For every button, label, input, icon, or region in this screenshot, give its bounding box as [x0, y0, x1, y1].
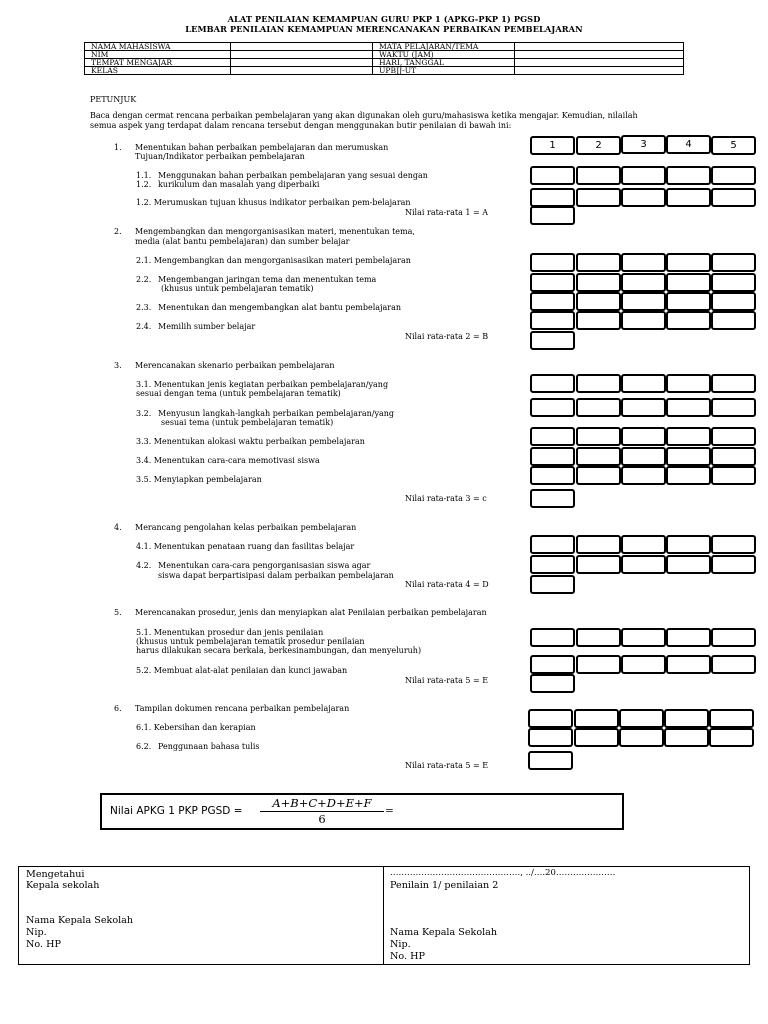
- score-box[interactable]: [711, 311, 756, 330]
- score-box[interactable]: [576, 311, 621, 330]
- score-box[interactable]: [576, 555, 621, 574]
- value-upbjj[interactable]: [515, 67, 684, 75]
- criterion-item: (khusus untuk pembelajaran tematik): [161, 284, 314, 293]
- score-box[interactable]: [711, 628, 756, 647]
- score-box[interactable]: [666, 535, 711, 554]
- label-mapel: MATA PELAJARAN/TEMA: [373, 43, 515, 51]
- sig-left-line: Nip.: [26, 927, 47, 938]
- section-title: Menentukan bahan perbaikan pembelajaran dan merumuskan: [135, 143, 389, 152]
- sig-left-line: No. HP: [26, 939, 61, 950]
- section-title: media (alat bantu pembelajaran) dan sumber belajar: [135, 237, 350, 246]
- item-number: 2.3.: [136, 303, 152, 312]
- value-kelas[interactable]: [231, 67, 373, 75]
- value-waktu[interactable]: [515, 51, 684, 59]
- score-box[interactable]: [576, 655, 621, 674]
- criterion-item: Menentukan cara-cara pengorganisasian siswa agar: [158, 561, 371, 570]
- section-number: 3.: [114, 361, 122, 370]
- score-box[interactable]: [664, 709, 709, 728]
- score-box[interactable]: [621, 628, 666, 647]
- score-box[interactable]: [621, 166, 666, 185]
- sig-right-line: Nip.: [390, 939, 411, 950]
- criterion-item: 6.1. Kebersihan dan kerapian: [136, 723, 256, 732]
- value-mapel[interactable]: [515, 43, 684, 51]
- section-title: Tujuan/Indikator perbaikan pembelajaran: [135, 152, 305, 161]
- score-box[interactable]: [711, 166, 756, 185]
- item-number: 6.2.: [136, 742, 152, 751]
- score-box[interactable]: [530, 427, 575, 446]
- section-title: Merencanakan skenario perbaikan pembelajaran: [135, 361, 335, 370]
- scale-header-5: 5: [711, 136, 756, 155]
- criterion-item: 1.2. Merumuskan tujuan khusus indikator perbaikan pem-belajaran: [136, 198, 411, 207]
- score-box[interactable]: [666, 398, 711, 417]
- label-waktu: WAKTU (JAM): [373, 51, 515, 59]
- section-number: 2.: [114, 227, 122, 236]
- score-box[interactable]: [621, 273, 666, 292]
- score-box[interactable]: [574, 728, 619, 747]
- criterion-item: 3.5. Menyiapkan pembelajaran: [136, 475, 262, 484]
- scale-header-1: 1: [530, 136, 575, 155]
- sig-date-line[interactable]: ………………………………………., ../….20…………………: [390, 868, 616, 878]
- scale-header-3: 3: [621, 135, 666, 154]
- score-box[interactable]: [576, 166, 621, 185]
- score-box[interactable]: [530, 374, 575, 393]
- scale-header-2: 2: [576, 136, 621, 155]
- score-box[interactable]: [576, 447, 621, 466]
- formula-denominator: 6: [318, 812, 326, 826]
- average-score-box[interactable]: [530, 674, 575, 693]
- score-box[interactable]: [576, 398, 621, 417]
- score-box[interactable]: [530, 555, 575, 574]
- score-box[interactable]: [576, 427, 621, 446]
- item-number: 4.2.: [136, 561, 152, 570]
- score-box[interactable]: [621, 374, 666, 393]
- value-nama[interactable]: [231, 43, 373, 51]
- section-title: Merencanakan prosedur, jenis dan menyiapkan alat Penilaian perbaikan pembelajaran: [135, 608, 487, 617]
- label-nim: NIM: [85, 51, 231, 59]
- instructions-line: semua aspek yang terdapat dalam rencana tersebut dengan menggunakan butir penilaian di bawah ini:: [90, 121, 512, 130]
- item-number: 2.2.: [136, 275, 152, 284]
- criterion-item: 3.4. Menentukan cara-cara memotivasi siswa: [136, 456, 320, 465]
- criterion-item: siswa dapat berpartisipasi dalam perbaikan pembelajaran: [158, 571, 394, 580]
- score-box[interactable]: [666, 628, 711, 647]
- score-box[interactable]: [711, 292, 756, 311]
- score-box[interactable]: [666, 311, 711, 330]
- score-box[interactable]: [621, 292, 666, 311]
- score-box[interactable]: [666, 655, 711, 674]
- score-box[interactable]: [709, 709, 754, 728]
- score-box[interactable]: [711, 535, 756, 554]
- average-score-box[interactable]: [530, 331, 575, 350]
- score-box[interactable]: [530, 398, 575, 417]
- score-box[interactable]: [530, 466, 575, 485]
- criterion-item: Menggunakan bahan perbaikan pembelajaran yang sesuai dengan: [158, 171, 428, 180]
- form-subtitle: LEMBAR PENILAIAN KEMAMPUAN MERENCANAKAN PERBAIKAN PEMBELAJARAN: [185, 24, 583, 34]
- average-label-c: Nilai rata-rata 3 = c: [405, 494, 487, 503]
- score-box[interactable]: [576, 292, 621, 311]
- criterion-item: harus dilakukan secara berkala, berkesinambungan, dan menyeluruh): [136, 646, 422, 655]
- form-title: ALAT PENILAIAN KEMAMPUAN GURU PKP 1 (APKG-PKP 1) PGSD: [227, 14, 541, 24]
- formula-numerator: A+B+C+D+E+F: [272, 796, 372, 810]
- score-box[interactable]: [711, 374, 756, 393]
- instructions-heading: PETUNJUK: [90, 95, 137, 104]
- score-box[interactable]: [666, 188, 711, 207]
- criterion-item: Memilih sumber belajar: [158, 322, 256, 331]
- label-tempat: TEMPAT MENGAJAR: [85, 59, 231, 67]
- score-box[interactable]: [666, 374, 711, 393]
- score-box[interactable]: [621, 427, 666, 446]
- average-label-f: Nilai rata-rata 5 = E: [405, 761, 489, 770]
- score-box[interactable]: [666, 427, 711, 446]
- label-kelas: KELAS: [85, 67, 231, 75]
- section-number: 1.: [114, 143, 122, 152]
- average-score-box[interactable]: [530, 206, 575, 225]
- criterion-item: kurikulum dan masalah yang diperbaiki: [158, 180, 320, 189]
- score-box[interactable]: [530, 166, 575, 185]
- score-box[interactable]: [621, 447, 666, 466]
- average-score-box[interactable]: [530, 489, 575, 508]
- section-title: Tampilan dokumen rencana perbaikan pembelajaran: [135, 704, 350, 713]
- average-score-box[interactable]: [528, 751, 573, 770]
- average-label-a: Nilai rata-rata 1 = A: [405, 208, 489, 217]
- label-nama: NAMA MAHASISWA: [85, 43, 231, 51]
- score-box[interactable]: [664, 728, 709, 747]
- score-box[interactable]: [530, 628, 575, 647]
- score-box[interactable]: [621, 398, 666, 417]
- score-box[interactable]: [576, 273, 621, 292]
- score-box[interactable]: [528, 709, 573, 728]
- item-number: 1.2.: [136, 180, 152, 189]
- criterion-item: 3.1. Menentukan jenis kegiatan perbaikan pembelajaran/yang: [136, 380, 389, 389]
- formula-equals: =: [385, 805, 394, 817]
- section-title: Mengembangkan dan mengorganisasikan materi, menentukan tema,: [135, 227, 415, 236]
- item-number: 2.4.: [136, 322, 152, 331]
- criterion-item: sesuai dengan tema (untuk pembelajaran tematik): [136, 389, 341, 398]
- value-tempat[interactable]: [231, 59, 373, 67]
- criterion-item: Menyusun langkah-langkah perbaikan pembelajaran/yang: [158, 409, 395, 418]
- criterion-item: Mengembangan jaringan tema dan menentukan tema: [158, 275, 377, 284]
- score-box[interactable]: [574, 709, 619, 728]
- score-box[interactable]: [666, 166, 711, 185]
- score-box[interactable]: [576, 466, 621, 485]
- score-box[interactable]: [711, 427, 756, 446]
- score-box[interactable]: [711, 188, 756, 207]
- score-box[interactable]: [666, 292, 711, 311]
- section-title: Merancang pengolahan kelas perbaikan pembelajaran: [135, 523, 357, 532]
- criterion-item: 5.1. Menentukan prosedur dan jenis penilaian: [136, 628, 324, 637]
- score-box[interactable]: [711, 655, 756, 674]
- average-label-e: Nilai rata-rata 5 = E: [405, 676, 489, 685]
- score-box[interactable]: [530, 311, 575, 330]
- formula-label: Nilai APKG 1 PKP PGSD =: [110, 805, 243, 817]
- average-score-box[interactable]: [530, 575, 575, 594]
- score-box[interactable]: [621, 188, 666, 207]
- sig-left-line: Kepala sekolah: [26, 880, 100, 891]
- score-box[interactable]: [576, 374, 621, 393]
- scale-header-4: 4: [666, 135, 711, 154]
- criterion-item: Penggunaan bahasa tulis: [158, 742, 260, 751]
- score-box[interactable]: [711, 253, 756, 272]
- score-box[interactable]: [711, 466, 756, 485]
- score-box[interactable]: [530, 292, 575, 311]
- section-number: 5.: [114, 608, 122, 617]
- score-box[interactable]: [619, 709, 664, 728]
- score-box[interactable]: [621, 466, 666, 485]
- criterion-item: Menentukan dan mengembangkan alat bantu pembelajaran: [158, 303, 402, 312]
- final-score-formula: [100, 793, 624, 830]
- identity-table: [84, 42, 684, 75]
- score-box[interactable]: [711, 398, 756, 417]
- score-box[interactable]: [530, 447, 575, 466]
- score-box[interactable]: [621, 555, 666, 574]
- average-label-b: Nilai rata-rata 2 = B: [405, 332, 489, 341]
- item-number: 1.1.: [136, 171, 152, 180]
- average-label-d: Nilai rata-rata 4 = D: [405, 580, 489, 589]
- sig-left-line: Mengetahui: [26, 869, 85, 880]
- score-box[interactable]: [711, 555, 756, 574]
- score-box[interactable]: [619, 728, 664, 747]
- score-box[interactable]: [530, 273, 575, 292]
- score-box[interactable]: [621, 655, 666, 674]
- score-box[interactable]: [530, 188, 575, 207]
- section-number: 6.: [114, 704, 122, 713]
- criterion-item: 3.3. Menentukan alokasi waktu perbaikan pembelajaran: [136, 437, 365, 446]
- score-box[interactable]: [666, 447, 711, 466]
- score-box[interactable]: [530, 535, 575, 554]
- instructions-line: Baca dengan cermat rencana perbaikan pembelajaran yang akan digunakan oleh guru/mahasiswa ketika mengajar. Kemudian, nilailah: [90, 111, 638, 120]
- score-box[interactable]: [576, 535, 621, 554]
- section-number: 4.: [114, 523, 122, 532]
- score-box[interactable]: [621, 535, 666, 554]
- value-nim[interactable]: [231, 51, 373, 59]
- score-box[interactable]: [711, 273, 756, 292]
- criterion-item: sesuai tema (untuk pembelajaran tematik): [161, 418, 334, 427]
- criterion-item: 4.1. Menentukan penataan ruang dan fasilitas belajar: [136, 542, 355, 551]
- criterion-item: 2.1. Mengembangkan dan mengorganisasikan materi pembelajaran: [136, 256, 411, 265]
- score-box[interactable]: [666, 466, 711, 485]
- score-box[interactable]: [621, 253, 666, 272]
- sig-right-line: Nama Kepala Sekolah: [390, 927, 498, 938]
- sig-left-line: Nama Kepala Sekolah: [26, 915, 134, 926]
- score-box[interactable]: [621, 311, 666, 330]
- score-box[interactable]: [576, 253, 621, 272]
- score-box[interactable]: [530, 655, 575, 674]
- score-box[interactable]: [666, 555, 711, 574]
- score-box[interactable]: [576, 188, 621, 207]
- sig-right-line: Penilain 1/ penilaian 2: [390, 880, 499, 891]
- label-upbjj: UPBJJ-UT: [373, 67, 515, 75]
- score-box[interactable]: [528, 728, 573, 747]
- value-hari[interactable]: [515, 59, 684, 67]
- score-box[interactable]: [666, 273, 711, 292]
- score-box[interactable]: [709, 728, 754, 747]
- score-box[interactable]: [666, 253, 711, 272]
- item-number: 3.2.: [136, 409, 152, 418]
- score-box[interactable]: [711, 447, 756, 466]
- criterion-item: (khusus untuk pembelajaran tematik prosedur penilaian: [136, 637, 365, 646]
- score-box[interactable]: [576, 628, 621, 647]
- score-box[interactable]: [530, 253, 575, 272]
- criterion-item: 5.2. Membuat alat-alat penilaian dan kunci jawaban: [136, 666, 348, 675]
- label-hari: HARI, TANGGAL: [373, 59, 515, 67]
- sig-right-line: No. HP: [390, 951, 425, 962]
- signature-table: [18, 866, 750, 965]
